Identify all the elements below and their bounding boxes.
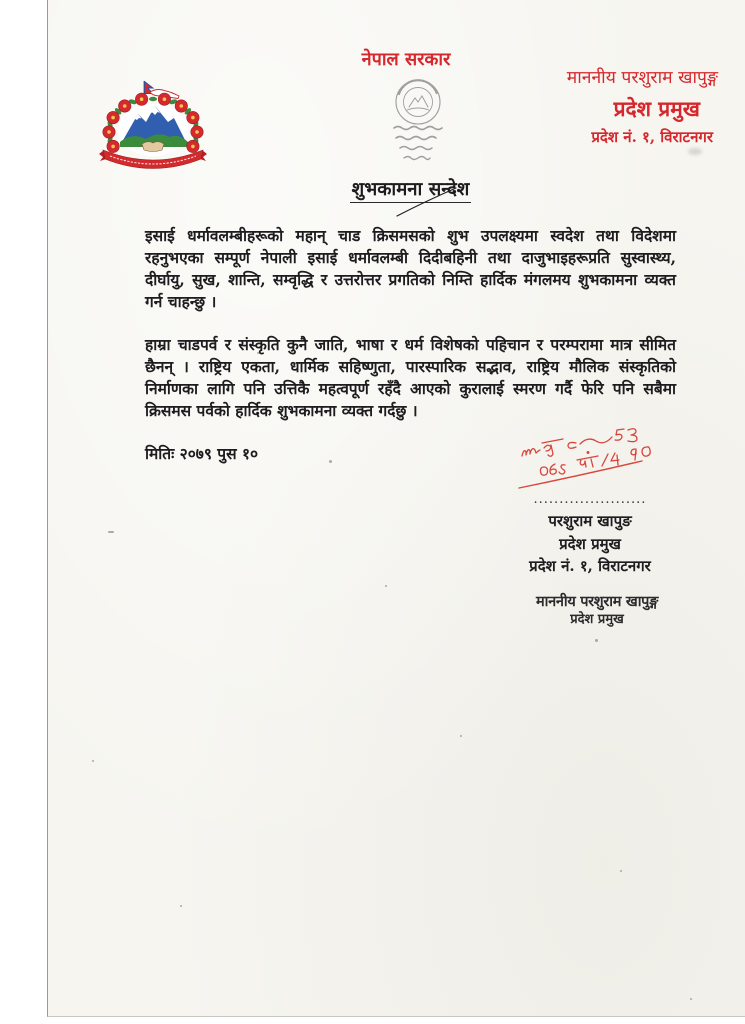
paper-speck — [92, 760, 94, 762]
paper-speck — [180, 905, 182, 907]
emblem-handshake — [142, 142, 164, 152]
signatory-title: प्रदेश प्रमुख — [559, 534, 621, 553]
stamp-title: प्रदेश प्रमुख — [570, 611, 624, 627]
letter-title: शुभकामना सन्देश — [350, 179, 472, 203]
paper-speck — [620, 870, 622, 872]
date-row — [145, 443, 676, 465]
handwritten-note — [518, 427, 663, 493]
office-holder-name: माननीय परशुराम खापुङ्ग — [566, 68, 718, 88]
signatory-location: प्रदेश नं. १, विराटनगर — [529, 557, 651, 575]
signature-dotted-line: ...................... — [533, 492, 647, 507]
letter-body — [145, 179, 676, 628]
office-title: प्रदेश प्रमुख — [613, 96, 700, 121]
stamp-name: माननीय परशुराम खापुङ्ग — [536, 592, 658, 610]
message-paragraph-1: इसाई धर्मावलम्बीहरूको महान् चाड क्रिसमसको शुभ उपलक्ष्यमा स्वदेश तथा विदेशमा रहनुभएका सम्पूर्ण नेपाली इसाई धर्मावलम्बी दिदीबहिनी तथा दाजुभाइहरूप्रति सुस्वास्थ्य, दीर्घायु, सुख, शान्ति, सम्वृद्धि र उत्तरोत्तर प्रगतिको निम्ति हार्दिक मंगलमय शुभकामना व्यक्त गर्न चाहन्छु । — [145, 226, 676, 311]
signatory-name: परशुराम खापुङ — [548, 512, 632, 530]
nepal-emblem-logo — [98, 80, 208, 172]
handwritten-pen-mark — [394, 185, 460, 219]
signature-block — [500, 493, 680, 578]
letter-date: मितिः २०७९ पुस १० — [145, 444, 259, 463]
message-paragraph-2: हाम्रा चाडपर्व र संस्कृति कुनै जाति, भाषा र धर्म विशेषको पहिचान र परम्परामा मात्र सीमित छैनन् । राष्ट्रिय एकता, धार्मिक सहिष्णुता, पारस्पारिक सद्भाव, राष्ट्रिय मौलिक संस्कृतिको निर्माणका लागि पनि उत्तिकै महत्वपूर्ण रहँदै आएको कुरालाई स्मरण गर्दै फेरि पनि सबैमा क्रिसमस पर्वको हार्दिक शुभकामना व्यक्त गर्दछु । — [145, 335, 676, 420]
paper-speck — [108, 531, 114, 533]
government-heading: नेपाल सरकार — [361, 49, 451, 70]
paper-speck — [460, 735, 462, 737]
paper-speck — [690, 998, 692, 1000]
office-location: प्रदेश नं. १, विराटनगर — [591, 128, 713, 146]
paper-smudge — [688, 148, 702, 155]
rubber-stamp — [502, 592, 692, 628]
paper-speck — [595, 639, 598, 642]
office-stamp-seal — [382, 76, 454, 168]
